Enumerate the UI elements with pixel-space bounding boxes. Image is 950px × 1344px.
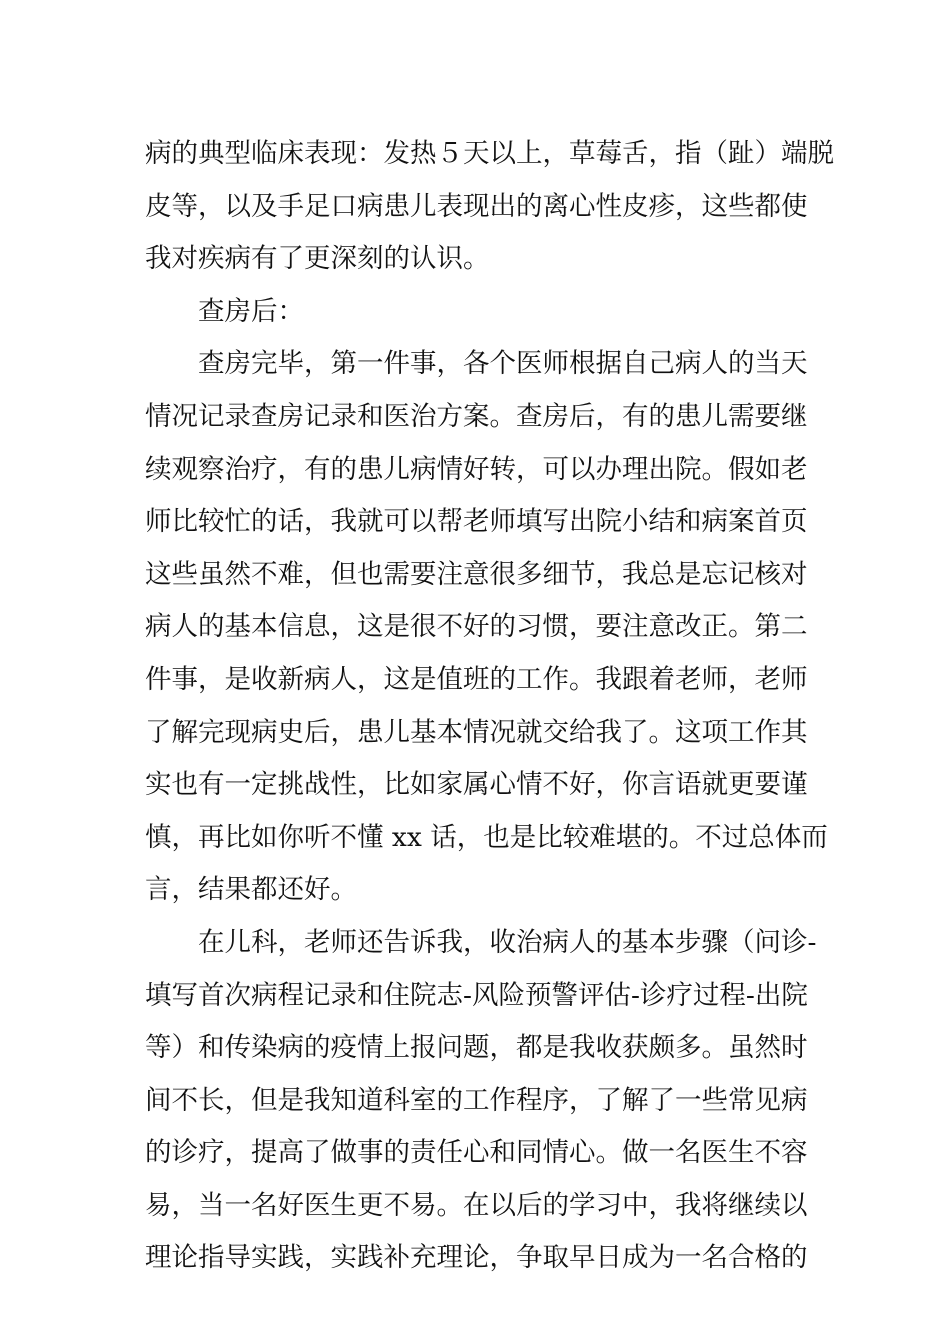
text-line-1: 病的典型临床表现：发热５天以上，草莓舌，指（趾）端脱 (145, 138, 834, 169)
text-line-9: 这些虽然不难，但也需要注意很多细节，我总是忘记核对 (145, 558, 808, 590)
section-heading: 查房后： (145, 295, 304, 327)
text-line-19: 间不长，但是我知道科室的工作程序，了解了一些常见病 (145, 1084, 808, 1116)
text-line-12: 了解完现病史后，患儿基本情况就交给我了。这项工作其 (145, 716, 808, 748)
text-line-21: 易，当一名好医生更不易。在以后的学习中，我将继续以 (145, 1189, 808, 1221)
text-line-17: 填写首次病程记录和住院志-风险预警评估-诊疗过程-出院 (145, 979, 808, 1011)
text-line-10: 病人的基本信息，这是很不好的习惯，要注意改正。第二 (145, 611, 808, 643)
text-line-20: 的诊疗，提高了做事的责任心和同情心。做一名医生不容 (145, 1137, 808, 1169)
text-line-18: 等）和传染病的疫情上报问题，都是我收获颇多。虽然时 (145, 1032, 808, 1064)
text-line-2: 皮等，以及手足口病患儿表现出的离心性皮疹，这些都使 (145, 190, 808, 222)
text-line-8: 师比较忙的话，我就可以帮老师填写出院小结和病案首页 (145, 506, 808, 538)
text-line-3: 我对疾病有了更深刻的认识。 (145, 243, 490, 275)
text-line-11: 件事，是收新病人，这是值班的工作。我跟着老师，老师 (145, 663, 808, 695)
text-line-14: 慎，再比如你听不懂 xx 话，也是比较难堪的。不过总体而 (145, 821, 828, 853)
text-line-13: 实也有一定挑战性，比如家属心情不好，你言语就更要谨 (145, 769, 808, 801)
text-line-22: 理论指导实践，实践补充理论，争取早日成为一名合格的 (145, 1242, 808, 1274)
text-line-15: 言，结果都还好。 (145, 874, 357, 906)
text-line-16: 在儿科，老师还告诉我，收治病人的基本步骤（问诊- (145, 926, 817, 958)
text-line-6: 情况记录查房记录和医治方案。查房后，有的患儿需要继 (145, 400, 808, 432)
body-text (145, 128, 834, 1285)
text-line-7: 续观察治疗，有的患儿病情好转，可以办理出院。假如老 (145, 453, 808, 485)
text-line-5: 查房完毕，第一件事，各个医师根据自己病人的当天 (145, 348, 808, 380)
